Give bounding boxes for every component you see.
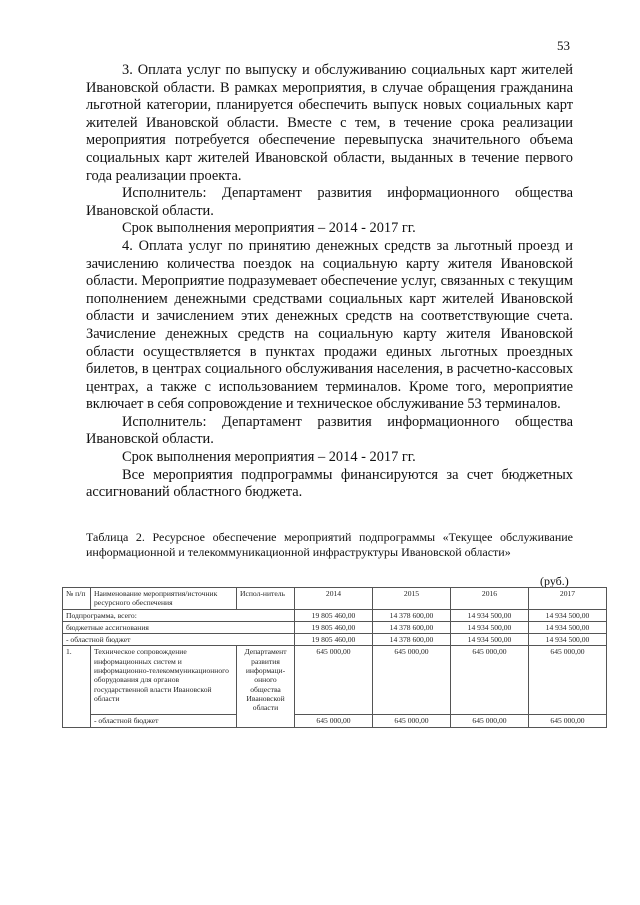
table-cell: 645 000,00 (529, 715, 607, 728)
table-cell: 14 934 500,00 (451, 621, 529, 633)
subsource-label: - областной бюджет (91, 715, 237, 728)
table-cell: 14 934 500,00 (529, 621, 607, 633)
table-caption: Таблица 2. Ресурсное обеспечение мероприятий подпрограммы «Текущее обслуживание информационной и телекоммуникационной инфраструктуры Ивановской области» (86, 530, 573, 559)
table-row-subsource (63, 715, 607, 728)
table-cell: 19 805 460,00 (295, 609, 373, 621)
paragraph-term: Срок выполнения мероприятия – 2014 - 2017 гг. (122, 220, 416, 237)
table-cell: 14 378 600,00 (373, 621, 451, 633)
table-cell: 19 805 460,00 (295, 621, 373, 633)
paragraph-term: Срок выполнения мероприятия – 2014 - 2017 гг. (122, 449, 416, 466)
header-year: 2014 (295, 588, 373, 610)
table-unit: (руб.) (540, 574, 569, 588)
table-cell: 645 000,00 (451, 646, 529, 715)
paragraph-item-3: 3. Оплата услуг по выпуску и обслуживанию социальных карт жителей Ивановской области. В рамках мероприятия, в случае обращения гражданина льготной категории, планируется обеспечить выпуск новых социальных карт жителей Ивановской области. Вместе с тем, в течение срока реализации мероприятия потребуется обеспечение перевыпуска значительного объема социальных карт жителей Ивановской области, выданных в течение первого года реализации проекта. (86, 62, 573, 184)
header-num: № п/п (63, 588, 91, 610)
paragraph-executor: Исполнитель: Департамент развития информационного общества Ивановской области. (86, 185, 573, 219)
row-label: - областной бюджет (63, 634, 295, 646)
paragraph-item-4: 4. Оплата услуг по принятию денежных средств за льготный проезд и зачислению количества поездок на социальную карту жителя Ивановской области. Мероприятие подразумевает обеспечение услуг, связанных с текущим пополнением денежными средствами социальных карт жителей Ивановской области и зачислением этих денежных средств на соответствующие счета. Зачисление денежных средств на социальную карту жителя Ивановской области осуществляется в пунктах продажи единых льготных проездных билетов, в центрах социального обслуживания населения, в расчетно-кассовых центрах, а также с использованием терминалов. Кроме того, мероприятие включает в себя сопровождение и техническое обслуживание 53 терминалов. (86, 237, 574, 413)
table-cell: 645 000,00 (373, 646, 451, 715)
table-cell: 14 378 600,00 (373, 609, 451, 621)
paragraph-financing: Все мероприятия подпрограммы финансируются за счет бюджетных ассигнований областного бюджета. (86, 466, 573, 501)
table-cell: 14 934 500,00 (529, 634, 607, 646)
table-cell: 14 378 600,00 (373, 634, 451, 646)
page-number: 53 (557, 38, 570, 53)
paragraph-executor: Исполнитель: Департамент развития информационного общества Ивановской области. (86, 413, 573, 448)
table-cell: 645 000,00 (295, 646, 373, 715)
header-year: 2016 (451, 588, 529, 610)
table-cell: 645 000,00 (295, 715, 373, 728)
table-cell: 14 934 500,00 (451, 609, 529, 621)
table-row-activity (63, 646, 607, 715)
header-executor: Испол-нитель (237, 588, 295, 610)
table-cell: 645 000,00 (451, 715, 529, 728)
budget-table (62, 587, 607, 728)
table-cell: 14 934 500,00 (529, 609, 607, 621)
header-name: Наименование мероприятия/источник ресурсного обеспечения (91, 588, 237, 610)
table-header-row (63, 588, 607, 610)
body-text (86, 62, 573, 502)
activity-num: 1. (63, 646, 91, 728)
table-row (63, 634, 607, 646)
row-label: бюджетные ассигнования (63, 621, 295, 633)
table-cell: 19 805 460,00 (295, 634, 373, 646)
table-cell: 14 934 500,00 (451, 634, 529, 646)
table-row (63, 609, 607, 621)
row-label: Подпрограмма, всего: (63, 609, 295, 621)
activity-name: Техническое сопровождение информационных систем и информационно-телекоммуникационного оборудования для органов государственной власти Ивановской области (91, 646, 237, 715)
table-cell: 645 000,00 (529, 646, 607, 715)
header-year: 2015 (373, 588, 451, 610)
activity-executor: Департамент развития информаци-онного общества Ивановской области (237, 646, 295, 728)
table-row (63, 621, 607, 633)
table-cell: 645 000,00 (373, 715, 451, 728)
header-year: 2017 (529, 588, 607, 610)
